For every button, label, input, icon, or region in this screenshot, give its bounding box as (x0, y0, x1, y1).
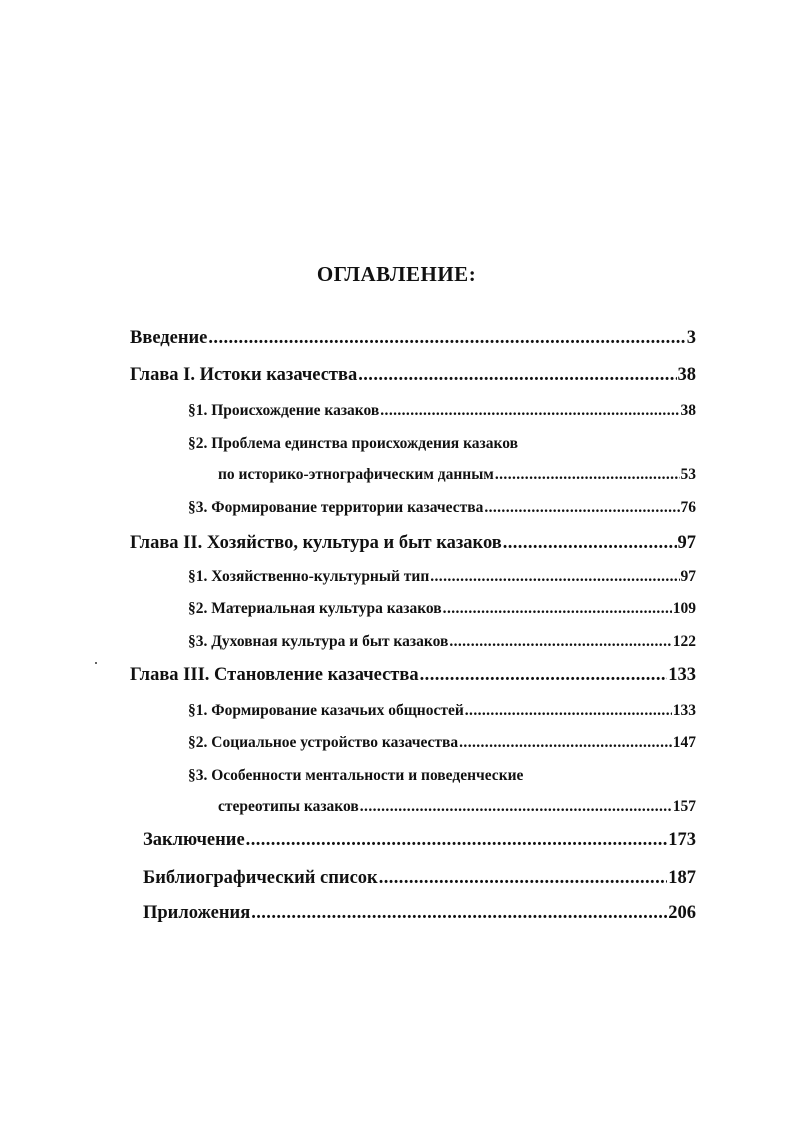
toc-entry-intro[interactable] (130, 328, 696, 349)
toc-entry-page: 109 (672, 600, 696, 617)
dot-leader (379, 868, 668, 889)
scan-speck (95, 662, 97, 664)
dot-leader (465, 702, 672, 720)
toc-entry-page: 133 (668, 665, 696, 685)
toc-entry-ch1-section-2-line1[interactable]: §2. Проблема единства происхождения казаков (188, 435, 518, 452)
toc-entry-page: 157 (672, 798, 696, 815)
toc-entry-label: §3. Духовная культура и быт казаков (188, 633, 449, 650)
dot-leader (449, 633, 671, 651)
toc-entry-label: §1. Происхождение казаков (188, 402, 380, 419)
dot-leader (443, 600, 672, 618)
dot-leader (208, 328, 685, 349)
toc-entry-conclusion[interactable] (143, 830, 696, 851)
dot-leader (380, 402, 679, 420)
toc-entry-ch1-section-1[interactable] (188, 402, 696, 420)
toc-entry-bibliography[interactable] (143, 868, 696, 889)
toc-entry-label: §2. Социальное устройство казачества (188, 734, 459, 751)
toc-entry-label: §1. Хозяйственно-культурный тип (188, 568, 430, 585)
toc-entry-ch3-section-2[interactable] (188, 734, 696, 752)
dot-leader (246, 830, 668, 851)
toc-entry-label: §1. Формирование казачьих общностей (188, 702, 464, 719)
toc-entry-ch3-section-3[interactable] (218, 798, 696, 816)
toc-entry-ch2-section-2[interactable] (188, 600, 696, 618)
toc-entry-chapter-1[interactable] (130, 365, 696, 386)
dot-leader (503, 533, 677, 554)
toc-entry-page: 187 (668, 868, 696, 888)
toc-entry-page: 122 (672, 633, 696, 650)
toc-entry-ch3-section-3-line1[interactable]: §3. Особенности ментальности и поведенческие (188, 767, 524, 784)
toc-entry-page: 147 (672, 734, 696, 751)
dot-leader (420, 665, 668, 686)
toc-entry-label: по историко-этнографическим данным (218, 466, 494, 483)
toc-entry-chapter-3[interactable] (130, 665, 696, 686)
toc-entry-label: §2. Материальная культура казаков (188, 600, 442, 617)
toc-entry-ch2-section-3[interactable] (188, 633, 696, 651)
toc-entry-page: 38 (677, 365, 696, 385)
toc-entry-label: Глава I. Истоки казачества (130, 365, 358, 385)
toc-entry-page: 97 (680, 568, 696, 585)
toc-entry-label: Приложения (143, 903, 251, 923)
toc-entry-label: Введение (130, 328, 208, 348)
toc-entry-label: §3. Формирование территории казачества (188, 499, 484, 516)
toc-entry-label: Заключение (143, 830, 245, 850)
toc-entry-ch3-section-1[interactable] (188, 702, 696, 720)
toc-entry-chapter-2[interactable] (130, 533, 696, 554)
toc-entry-page: 76 (680, 499, 696, 516)
toc-entry-page: 3 (686, 328, 696, 348)
dot-leader (430, 568, 679, 586)
dot-leader (360, 798, 672, 816)
toc-entry-label: Глава II. Хозяйство, культура и быт казаков (130, 533, 502, 553)
dot-leader (484, 499, 679, 517)
dot-leader (358, 365, 676, 386)
toc-entry-page: 97 (677, 533, 696, 553)
toc-entry-page: 133 (672, 702, 696, 719)
toc-entry-label: Библиографический список (143, 868, 378, 888)
toc-entry-page: 206 (668, 903, 696, 923)
toc-entry-label: Глава III. Становление казачества (130, 665, 419, 685)
toc-entry-ch1-section-3[interactable] (188, 499, 696, 517)
toc-entry-label: стереотипы казаков (218, 798, 359, 815)
dot-leader (251, 903, 667, 924)
toc-entry-page: 53 (680, 466, 696, 483)
page-title: ОГЛАВЛЕНИЕ: (316, 262, 477, 286)
toc-entry-page: 173 (668, 830, 696, 850)
toc-entry-appendix[interactable] (143, 903, 696, 924)
toc-entry-ch1-section-2[interactable] (218, 466, 696, 484)
dot-leader (459, 734, 672, 752)
toc-entry-page: 38 (680, 402, 696, 419)
dot-leader (495, 466, 680, 484)
toc-entry-ch2-section-1[interactable] (188, 568, 696, 586)
